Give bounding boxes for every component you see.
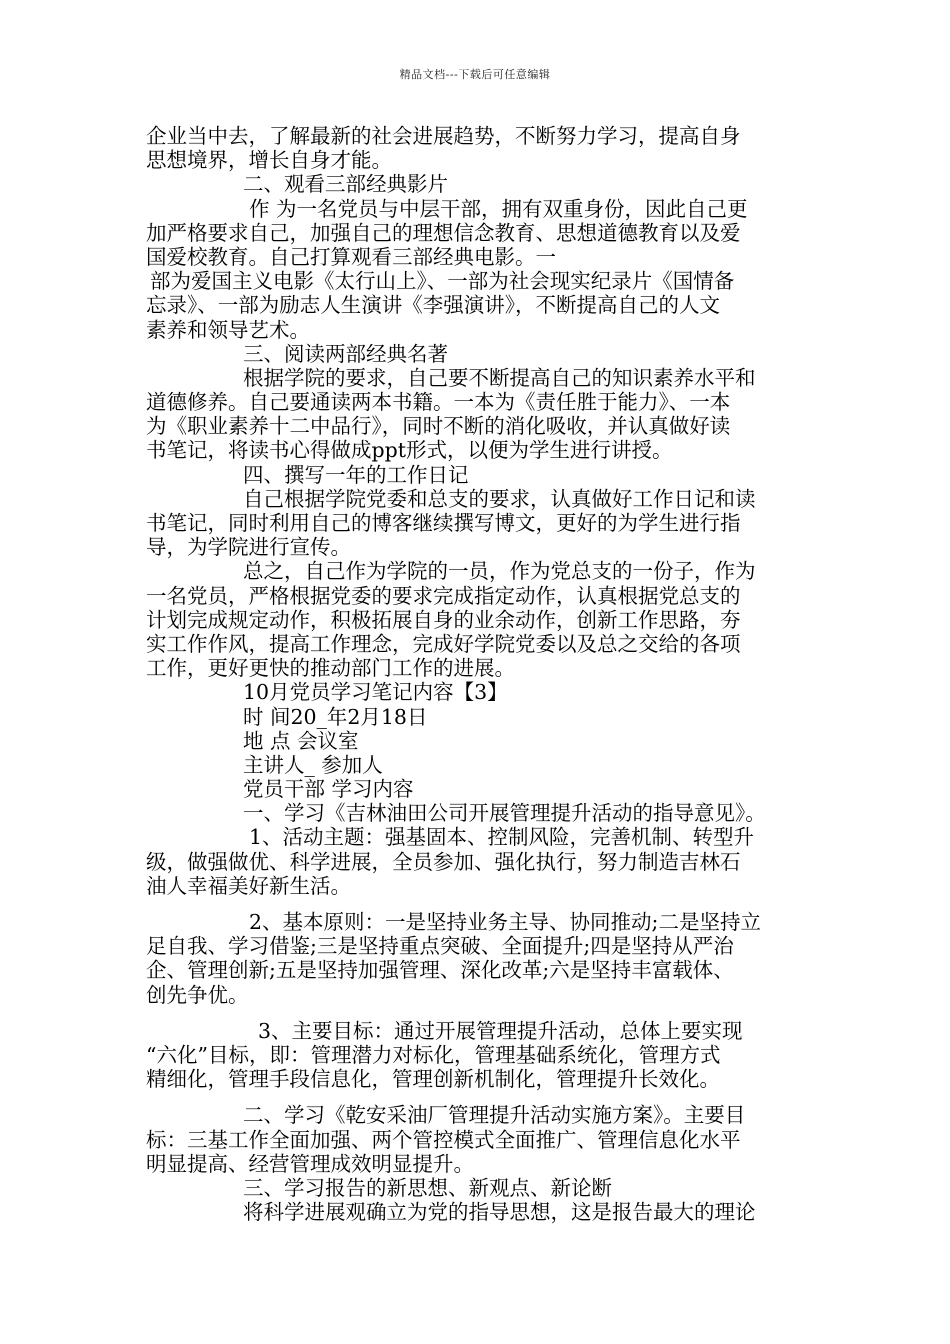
text-line: 为《职业素养十二中品行》，同时不断的消化吸收，并认真做好读 (146, 414, 731, 439)
text-line: 作 为一名党员与中层干部，拥有双重身份，因此自己更 (249, 196, 748, 221)
section-heading: 三、阅读两部经典名著 (243, 341, 448, 366)
text-line: 国爱校教育。自己打算观看三部经典电影。一 (146, 244, 556, 269)
text-line: 加严格要求自己，加强自己的理想信念教育、思想道德教育以及爱 (146, 220, 741, 245)
text-line: 计划完成规定动作，积极拓展自身的业余动作，创新工作思路，夯 (146, 607, 741, 632)
text-line: 导，为学院进行宣传。 (146, 535, 351, 560)
meta-location: 地 点 会议室 (243, 728, 359, 753)
meta-time: 时 间20_年2月18日 (243, 704, 428, 729)
text-line: 3、主要目标：通过开展管理提升活动，总体上要实现 (258, 1018, 743, 1043)
text-line: 书笔记，将读书心得做成ppt形式，以便为学生进行讲授。 (146, 438, 673, 463)
page-header: 精品文档---下载后可任意编辑 (399, 68, 551, 81)
section-heading: 二、观看三部经典影片 (243, 172, 448, 197)
meta-speaker: 主讲人_ 参加人 (243, 752, 383, 777)
text-line: 书笔记，同时利用自己的博客继续撰写博文，更好的为学生进行指 (146, 511, 741, 535)
text-line: 精细化，管理手段信息化，管理创新机制化，管理提升长效化。 (146, 1067, 720, 1092)
text-line: 根据学院的要求，自己要不断提高自己的知识素养水平和 (243, 365, 756, 390)
text-line: 明显提高、经营管理成效明显提升。 (146, 1151, 474, 1176)
text-line: 创先争优。 (146, 982, 249, 1007)
text-line: 忘录》、一部为励志人生演讲《李强演讲》，不断提高自己的人文 (146, 293, 720, 318)
text-line: 油人幸福美好新生活。 (146, 873, 351, 898)
text-line: 级，做强做优、科学进展，全员参加、强化执行，努力制造吉林石 (146, 849, 741, 874)
text-line: 实工作作风，提高工作理念，完成好学院党委以及总之交给的各项 (146, 631, 741, 656)
text-line: 足自我、学习借鉴;三是坚持重点突破、全面提升;四是坚持从严治 (146, 934, 734, 959)
section-heading: 四、撰写一年的工作日记 (243, 462, 469, 487)
text-line: 1、活动主题：强基固本、控制风险，完善机制、转型升 (249, 825, 755, 850)
text-line: 道德修养。自己要通读两本书籍。一本为《责任胜于能力》、一本 (146, 390, 731, 415)
text-line: 自己根据学院党委和总支的要求，认真做好工作日记和读 (243, 486, 756, 511)
document-body (146, 124, 810, 1224)
text-line: 2、基本原则：一是坚持业务主导、协同推动;二是坚持立 (249, 910, 761, 934)
section-heading: 一、学习《吉林油田公司开展管理提升活动的指导意见》。 (243, 801, 766, 826)
text-line: 标：三基工作全面加强、两个管控模式全面推广、管理信息化水平 (146, 1127, 741, 1152)
meta-content: 党员干部 学习内容 (243, 777, 414, 802)
text-line: “六化”目标，即：管理潜力对标化，管理基础系统化，管理方式 (146, 1042, 721, 1067)
text-line: 工作，更好更快的推动部门工作的进展。 (146, 656, 515, 681)
text-line: 企业当中去，了解最新的社会进展趋势，不断努力学习，提高自身 (146, 124, 741, 148)
text-line: 素养和领导艺术。 (146, 317, 310, 342)
section-heading: 10月党员学习笔记内容【3】 (243, 680, 508, 705)
text-line: 二、学习《乾安采油厂管理提升活动实施方案》。主要目 (243, 1103, 746, 1128)
text-line: 一名党员，严格根据党委的要求完成指定动作，认真根据党总支的 (146, 583, 741, 608)
section-heading: 三、学习报告的新思想、新观点、新论断 (243, 1175, 612, 1200)
text-line: 部为爱国主义电影《太行山上》、一部为社会现实纪录片《国情备 (150, 269, 735, 294)
text-line: 将科学进展观确立为党的指导思想，这是报告最大的理论 (243, 1200, 756, 1225)
text-line: 思想境界，增长自身才能。 (146, 148, 392, 173)
text-line: 企、管理创新;五是坚持加强管理、深化改革;六是坚持丰富载体、 (146, 958, 734, 983)
text-line: 总之，自己作为学院的一员，作为党总支的一份子，作为 (243, 559, 756, 584)
